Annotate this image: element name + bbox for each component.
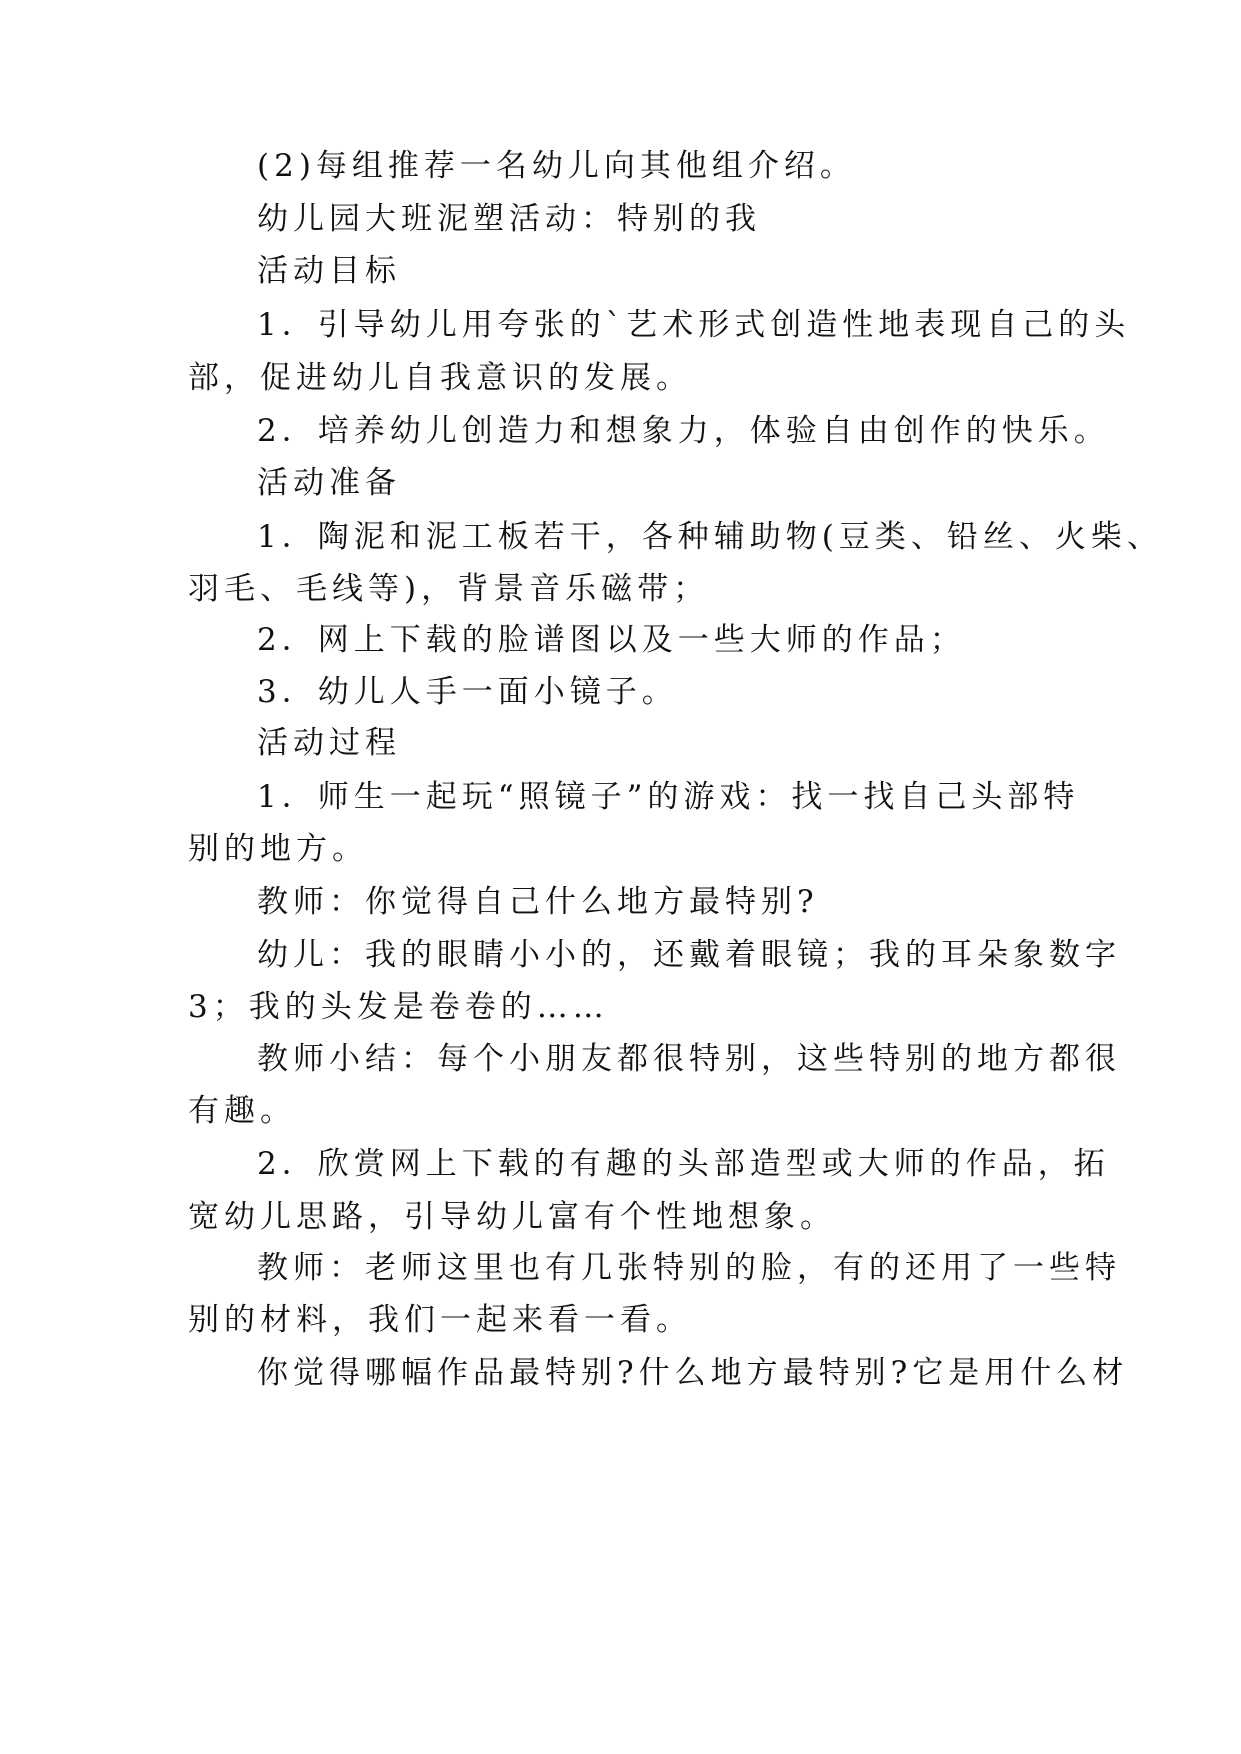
text-line: 教师小结：每个小朋友都很特别，这些特别的地方都很 — [257, 1041, 1121, 1077]
section-heading: 活动过程 — [257, 725, 401, 761]
section-heading: 活动准备 — [257, 465, 401, 501]
text-line: 你觉得哪幅作品最特别?什么地方最特别?它是用什么材 — [257, 1355, 1129, 1391]
text-line: 3；我的头发是卷卷的…… — [188, 989, 609, 1025]
text-line: 宽幼儿思路，引导幼儿富有个性地想象。 — [188, 1199, 836, 1235]
text-line: 有趣。 — [188, 1093, 296, 1129]
text-line: (2)每组推荐一名幼儿向其他组介绍。 — [257, 148, 856, 184]
text-line: 2．培养幼儿创造力和想象力，体验自由创作的快乐。 — [257, 413, 1110, 449]
text-line: 别的地方。 — [188, 831, 368, 867]
text-line: 3．幼儿人手一面小镜子。 — [257, 674, 678, 710]
text-line: 1．引导幼儿用夸张的`艺术形式创造性地表现自己的头 — [257, 307, 1131, 343]
text-line: 羽毛、毛线等)，背景音乐磁带； — [188, 571, 710, 607]
text-line: 2．网上下载的脸谱图以及一些大师的作品； — [257, 622, 966, 658]
text-line: 部，促进幼儿自我意识的发展。 — [188, 360, 692, 396]
text-line: 1．陶泥和泥工板若干，各种辅助物(豆类、铅丝、火柴、 — [257, 519, 1163, 555]
text-line: 1．师生一起玩“照镜子”的游戏：找一找自己头部特 — [257, 779, 1080, 815]
text-line: 幼儿：我的眼睛小小的，还戴着眼镜；我的耳朵象数字 — [257, 937, 1121, 973]
text-line: 别的材料，我们一起来看一看。 — [188, 1302, 692, 1338]
section-title: 幼儿园大班泥塑活动：特别的我 — [257, 201, 761, 237]
text-line: 教师：你觉得自己什么地方最特别? — [257, 884, 819, 920]
text-line: 教师：老师这里也有几张特别的脸，有的还用了一些特 — [257, 1250, 1121, 1286]
section-heading: 活动目标 — [257, 253, 401, 289]
text-line: 2．欣赏网上下载的有趣的头部造型或大师的作品，拓 — [257, 1146, 1110, 1182]
